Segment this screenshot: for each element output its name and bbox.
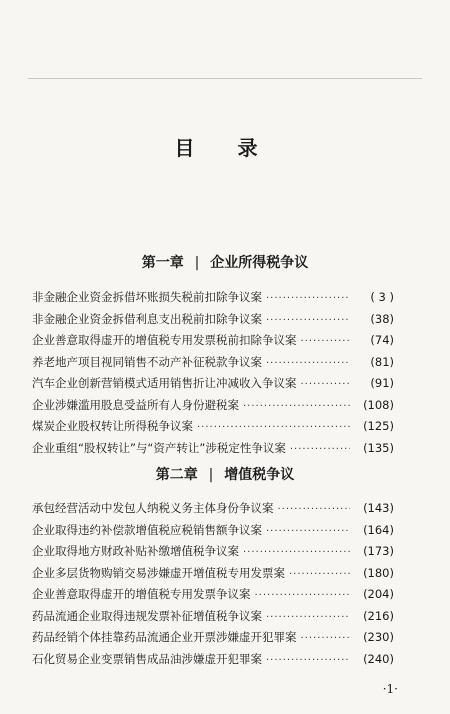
leader-dots bbox=[243, 401, 350, 412]
chapter-2-name: 增值税争议 bbox=[224, 467, 295, 483]
toc-entry[interactable] bbox=[32, 418, 394, 440]
leader-dots bbox=[301, 379, 351, 390]
page-number: ·1· bbox=[382, 682, 398, 696]
toc-entry-page: (91) bbox=[370, 376, 394, 390]
toc-entry[interactable] bbox=[32, 565, 394, 587]
toc-entry[interactable] bbox=[32, 629, 394, 651]
toc-entry[interactable] bbox=[32, 543, 394, 565]
chapter-2-heading bbox=[0, 464, 450, 484]
toc-entry-title: 养老地产项目视同销售不动产补征税款争议案 bbox=[32, 354, 262, 369]
toc-entry-title: 企业重组“股权转让”与“资产转让”涉税定性争议案 bbox=[32, 440, 286, 455]
toc-entry[interactable] bbox=[32, 651, 394, 673]
chapter-1-name: 企业所得税争议 bbox=[210, 255, 309, 271]
toc-entry-page: (81) bbox=[370, 354, 394, 369]
toc-entry[interactable] bbox=[32, 311, 394, 333]
toc-entry-title: 企业善意取得虚开的增值税专用发票税前扣除争议案 bbox=[32, 333, 297, 347]
toc-entry[interactable] bbox=[32, 289, 394, 311]
leader-dots bbox=[266, 526, 350, 537]
toc-entry-title: 煤炭企业股权转让所得税争议案 bbox=[32, 419, 193, 433]
toc-entry-page: (230) bbox=[363, 630, 394, 644]
toc-entry-page: (108) bbox=[363, 397, 394, 412]
leader-dots bbox=[243, 547, 350, 558]
leader-dots bbox=[290, 444, 350, 455]
toc-entry[interactable] bbox=[32, 608, 394, 630]
toc-entry[interactable] bbox=[32, 397, 394, 419]
toc-entry-title: 石化贸易企业变票销售成品油涉嫌虚开犯罪案 bbox=[32, 651, 262, 666]
chapter-2-number: 第二章 bbox=[155, 467, 198, 483]
header-rule bbox=[28, 78, 422, 79]
toc-entry-page: (180) bbox=[363, 565, 394, 580]
toc-entry-page: (74) bbox=[370, 333, 394, 347]
leader-dots bbox=[266, 612, 350, 623]
page-title: 目 录 bbox=[174, 136, 276, 160]
toc-entry-title: 企业取得违约补偿款增值税应税销售额争议案 bbox=[32, 522, 262, 537]
leader-dots bbox=[266, 293, 350, 304]
toc-entry-title: 企业多层货物购销交易涉嫌虚开增值税专用发票案 bbox=[32, 565, 285, 580]
chapter-2-toc bbox=[32, 500, 394, 672]
chapter-1-separator: | bbox=[194, 255, 200, 271]
toc-entry-title: 非金融企业资金拆借利息支出税前扣除争议案 bbox=[32, 311, 262, 326]
chapter-1-heading bbox=[0, 252, 450, 272]
toc-entry[interactable] bbox=[32, 500, 394, 522]
toc-entry-title: 承包经营活动中发包人纳税义务主体身份争议案 bbox=[32, 501, 274, 515]
leader-dots bbox=[266, 358, 350, 369]
chapter-2-separator: | bbox=[208, 467, 214, 483]
toc-entry-page: (38) bbox=[370, 311, 394, 326]
leader-dots bbox=[197, 422, 350, 433]
leader-dots bbox=[266, 315, 350, 326]
toc-entry-page: (216) bbox=[363, 608, 394, 623]
leader-dots bbox=[255, 590, 351, 601]
toc-entry-page: (173) bbox=[363, 544, 394, 558]
chapter-1-number: 第一章 bbox=[141, 255, 184, 271]
toc-entry-title: 汽车企业创新营销模式适用销售折让冲减收入争议案 bbox=[32, 376, 297, 390]
toc-entry-page: (204) bbox=[363, 587, 394, 601]
toc-entry-page: ( 3 ) bbox=[370, 290, 394, 304]
toc-entry[interactable] bbox=[32, 522, 394, 544]
toc-entry-title: 企业涉嫌滥用股息受益所有人身份避税案 bbox=[32, 397, 239, 412]
leader-dots bbox=[301, 633, 351, 644]
toc-entry-page: (164) bbox=[363, 522, 394, 537]
leader-dots bbox=[278, 504, 351, 515]
toc-entry-title: 非金融企业资金拆借坏账损失税前扣除争议案 bbox=[32, 290, 262, 304]
toc-entry-page: (125) bbox=[363, 419, 394, 433]
leader-dots bbox=[301, 336, 351, 347]
toc-entry-page: (240) bbox=[363, 651, 394, 666]
toc-entry-page: (135) bbox=[363, 440, 394, 455]
toc-entry[interactable] bbox=[32, 586, 394, 608]
toc-entry-page: (143) bbox=[363, 501, 394, 515]
toc-entry-title: 企业取得地方财政补贴补缴增值税争议案 bbox=[32, 544, 239, 558]
toc-entry-title: 药品经销个体挂靠药品流通企业开票涉嫌虚开犯罪案 bbox=[32, 630, 297, 644]
toc-entry[interactable] bbox=[32, 332, 394, 354]
toc-entry-title: 药品流通企业取得违规发票补征增值税争议案 bbox=[32, 608, 262, 623]
toc-entry[interactable] bbox=[32, 354, 394, 376]
toc-entry[interactable] bbox=[32, 375, 394, 397]
leader-dots bbox=[266, 655, 350, 666]
leader-dots bbox=[289, 569, 350, 580]
toc-entry-title: 企业善意取得虚开的增值税专用发票争议案 bbox=[32, 587, 251, 601]
chapter-1-toc bbox=[32, 289, 394, 461]
toc-entry[interactable] bbox=[32, 440, 394, 462]
